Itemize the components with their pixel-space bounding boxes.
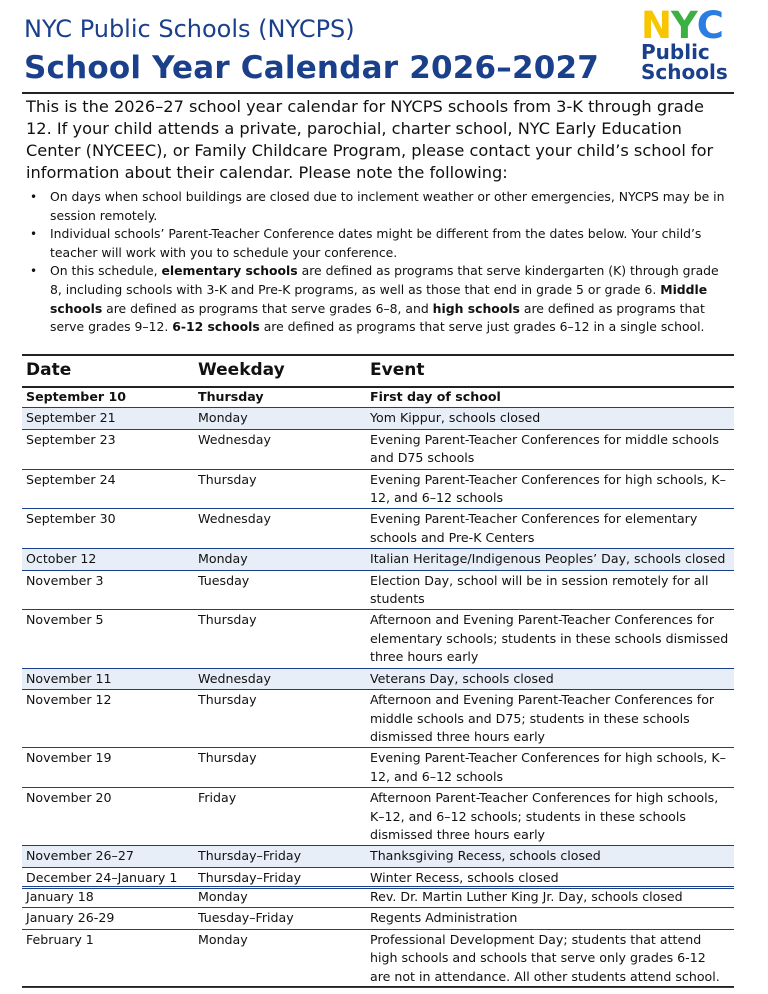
cell-weekday: Thursday bbox=[194, 690, 366, 748]
table-end-divider bbox=[22, 986, 734, 987]
table-row bbox=[22, 509, 734, 549]
cell-date: September 24 bbox=[22, 469, 194, 509]
note-keyword: Middle schools bbox=[50, 281, 708, 316]
cell-weekday: Monday bbox=[194, 887, 366, 908]
logo-line-schools: Schools bbox=[641, 60, 728, 84]
table-row bbox=[22, 929, 734, 987]
section-divider bbox=[22, 354, 734, 356]
note-keyword: 6-12 schools bbox=[172, 319, 260, 335]
cell-weekday: Thursday bbox=[194, 610, 366, 668]
agency-name: NYC Public Schools (NYCPS) bbox=[24, 15, 355, 43]
table-row bbox=[22, 570, 734, 610]
cell-date: September 23 bbox=[22, 429, 194, 469]
header-divider bbox=[22, 92, 734, 94]
cell-event: Regents Administration bbox=[366, 908, 734, 929]
cell-weekday: Thursday–Friday bbox=[194, 846, 366, 867]
table-row bbox=[22, 908, 734, 929]
cell-event: Evening Parent-Teacher Conferences for high schools, K–12, and 6–12 schools bbox=[366, 748, 734, 788]
table-row bbox=[22, 469, 734, 509]
cell-weekday: Tuesday–Friday bbox=[194, 908, 366, 929]
logo-public-schools bbox=[641, 42, 728, 82]
cell-weekday: Thursday bbox=[194, 387, 366, 408]
nycps-logo bbox=[637, 4, 737, 84]
header bbox=[0, 0, 768, 92]
cell-weekday: Wednesday bbox=[194, 429, 366, 469]
column-header-weekday: Weekday bbox=[198, 360, 285, 380]
cell-date: November 3 bbox=[22, 570, 194, 610]
cell-event: Election Day, school will be in session remotely for all students bbox=[366, 570, 734, 610]
table-row bbox=[22, 408, 734, 429]
cell-date: November 12 bbox=[22, 690, 194, 748]
cell-event: Professional Development Day; students that attend high schools and schools that serve only grades 6-12 are not in attendance. All other students attend school. bbox=[366, 929, 734, 987]
cell-event: First day of school bbox=[366, 387, 734, 408]
note-text: On this schedule, bbox=[50, 263, 162, 279]
table-row bbox=[22, 668, 734, 689]
cell-date: September 30 bbox=[22, 509, 194, 549]
cell-date: December 24–January 1 bbox=[22, 867, 194, 888]
notes-list bbox=[26, 188, 726, 337]
cell-weekday: Thursday bbox=[194, 748, 366, 788]
cell-event: Afternoon and Evening Parent-Teacher Conferences for elementary schools; students in these schools dismissed three hours early bbox=[366, 610, 734, 668]
cell-date: October 12 bbox=[22, 549, 194, 570]
cell-weekday: Wednesday bbox=[194, 668, 366, 689]
page-title: School Year Calendar 2026–2027 bbox=[24, 50, 600, 86]
cell-weekday: Friday bbox=[194, 788, 366, 846]
cell-date: February 1 bbox=[22, 929, 194, 987]
cell-weekday: Monday bbox=[194, 549, 366, 570]
cell-event: Evening Parent-Teacher Conferences for elementary schools and Pre-K Centers bbox=[366, 509, 734, 549]
note-item: • On days when school buildings are closed due to inclement weather or other emergencies, NYCPS may be in session remotely. bbox=[26, 188, 726, 225]
logo-letter-y: Y bbox=[670, 4, 697, 47]
cell-date: September 21 bbox=[22, 408, 194, 429]
table-row bbox=[22, 387, 734, 408]
table-row bbox=[22, 748, 734, 788]
cell-date: November 20 bbox=[22, 788, 194, 846]
cell-weekday: Monday bbox=[194, 929, 366, 987]
note-text: are defined as programs that serve grades 6–8, and bbox=[102, 300, 433, 316]
calendar-table-continued bbox=[22, 886, 734, 988]
cell-date: November 26–27 bbox=[22, 846, 194, 867]
table-header bbox=[0, 360, 768, 386]
cell-date: November 5 bbox=[22, 610, 194, 668]
cell-event: Evening Parent-Teacher Conferences for high schools, K–12, and 6–12 schools bbox=[366, 469, 734, 509]
cell-event: Evening Parent-Teacher Conferences for middle schools and D75 schools bbox=[366, 429, 734, 469]
note-item bbox=[26, 262, 726, 336]
cell-date: November 19 bbox=[22, 748, 194, 788]
column-header-date: Date bbox=[26, 360, 72, 380]
note-item: • Individual schools’ Parent-Teacher Conference dates might be different from the dates below. Your child’s teacher will work with you to schedule your conference. bbox=[26, 225, 726, 262]
table-row bbox=[22, 887, 734, 908]
note-keyword: elementary schools bbox=[161, 263, 298, 279]
cell-event: Yom Kippur, schools closed bbox=[366, 408, 734, 429]
cell-event: Afternoon Parent-Teacher Conferences for high schools, K–12, and 6–12 schools; students in these schools dismissed three hours early bbox=[366, 788, 734, 846]
cell-event: Italian Heritage/Indigenous Peoples’ Day, schools closed bbox=[366, 549, 734, 570]
table-row bbox=[22, 610, 734, 668]
cell-weekday: Tuesday bbox=[194, 570, 366, 610]
cell-event: Winter Recess, schools closed bbox=[366, 867, 734, 888]
cell-date: September 10 bbox=[22, 387, 194, 408]
table-row bbox=[22, 846, 734, 867]
table-row bbox=[22, 690, 734, 748]
logo-letter-n: N bbox=[641, 4, 671, 47]
cell-date: January 18 bbox=[22, 887, 194, 908]
calendar-table bbox=[22, 387, 734, 889]
cell-event: Afternoon and Evening Parent-Teacher Conferences for middle schools and D75; students in these schools dismissed three hours early bbox=[366, 690, 734, 748]
cell-date: November 11 bbox=[22, 668, 194, 689]
logo-letter-c: C bbox=[696, 4, 723, 47]
cell-event: Thanksgiving Recess, schools closed bbox=[366, 846, 734, 867]
note-text: are defined as programs that serve grades 9–12. bbox=[50, 300, 705, 335]
table-row bbox=[22, 549, 734, 570]
logo-line-public: Public bbox=[641, 40, 710, 64]
cell-weekday: Thursday bbox=[194, 469, 366, 509]
cell-weekday: Thursday–Friday bbox=[194, 867, 366, 888]
intro-paragraph: This is the 2026–27 school year calendar for NYCPS schools from 3-K through grade 12. If your child attends a private, parochial, charter school, NYC Early Education Center (NYCEEC), or Family Childcare Program, please contact your child’s school for information about their calendar. Please note the following: bbox=[26, 97, 714, 182]
cell-weekday: Wednesday bbox=[194, 509, 366, 549]
table-row bbox=[22, 429, 734, 469]
cell-event: Veterans Day, schools closed bbox=[366, 668, 734, 689]
cell-date: January 26-29 bbox=[22, 908, 194, 929]
table-row bbox=[22, 788, 734, 846]
cell-weekday: Monday bbox=[194, 408, 366, 429]
column-header-event: Event bbox=[370, 360, 425, 380]
cell-event: Rev. Dr. Martin Luther King Jr. Day, schools closed bbox=[366, 887, 734, 908]
note-text: are defined as programs that serve kindergarten (K) through grade 8, including schools with 3-K and Pre-K programs, as well as those that end in grade 5 or grade 6. bbox=[50, 263, 719, 297]
note-keyword: high schools bbox=[432, 300, 520, 316]
note-text: are defined as programs that serve just grades 6–12 in a single school. bbox=[259, 319, 705, 335]
